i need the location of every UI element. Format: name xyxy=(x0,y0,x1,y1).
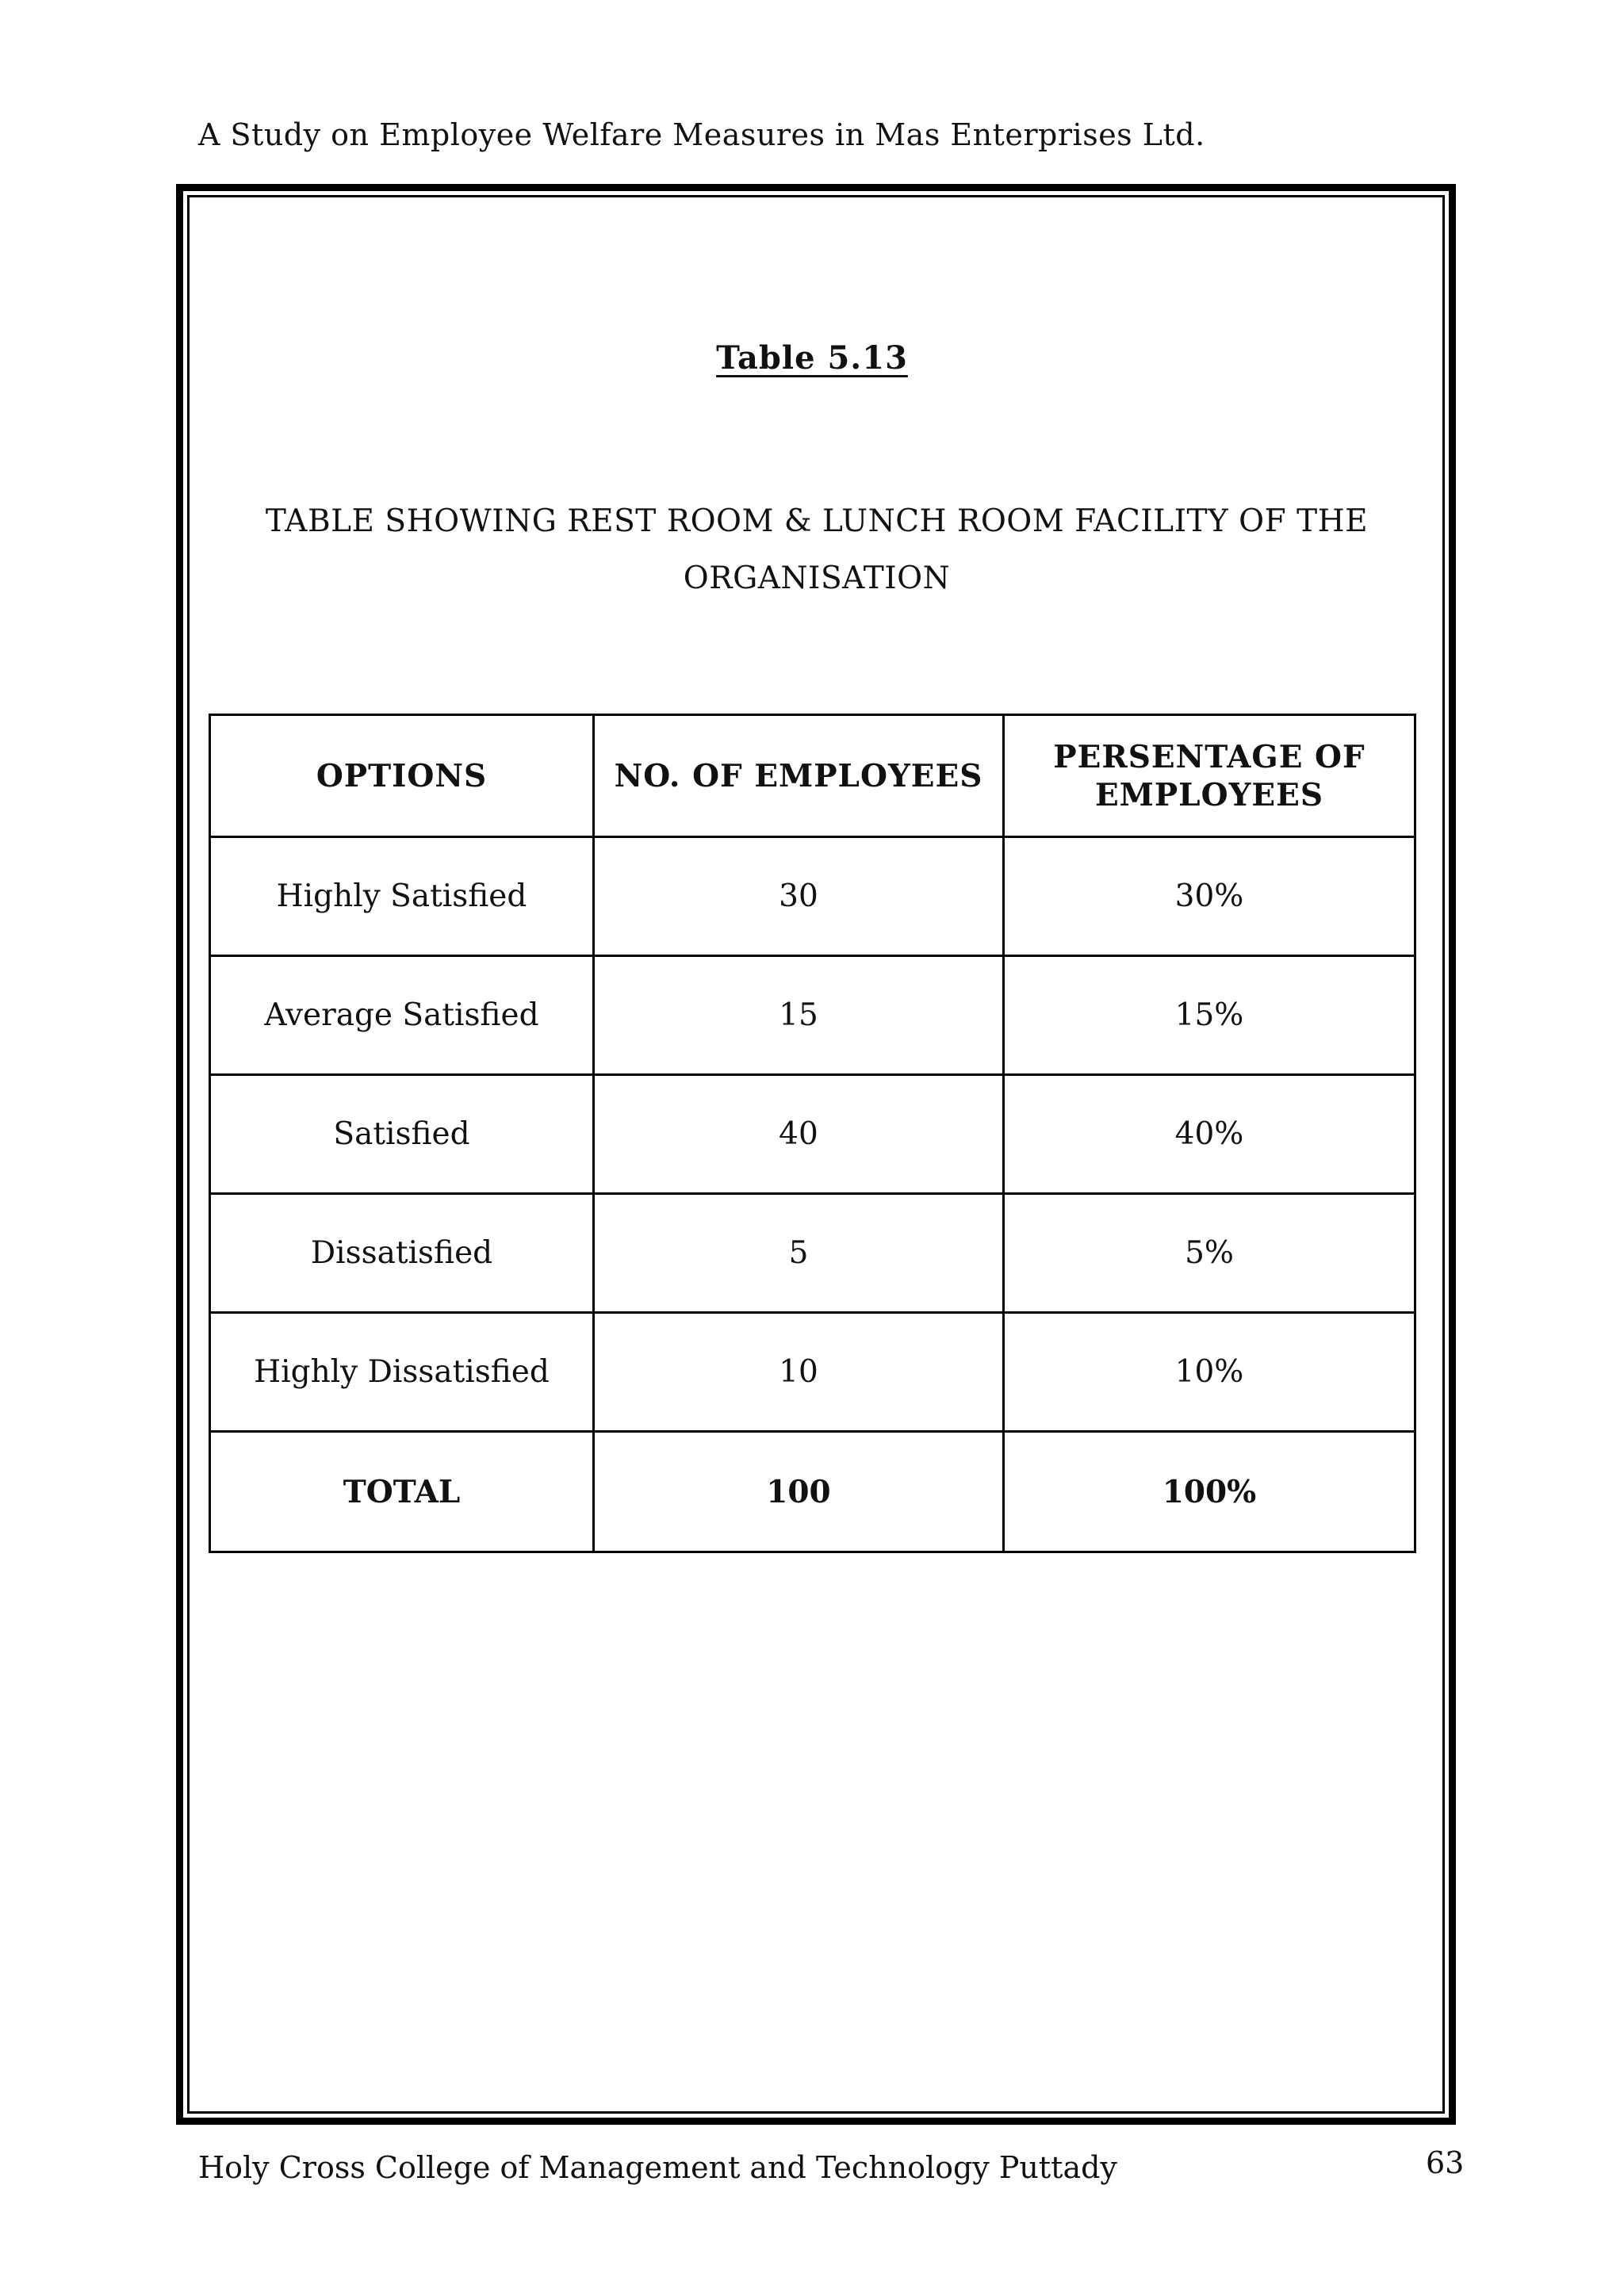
data-table xyxy=(209,714,1416,1553)
table-title: TABLE SHOWING REST ROOM & LUNCH ROOM FACILITY OF THE ORGANISATION xyxy=(265,503,1369,596)
count-cell: 5 xyxy=(594,1194,1004,1313)
percentage-cell: 40% xyxy=(1004,1075,1415,1194)
count-cell: 40 xyxy=(594,1075,1004,1194)
total-label-cell: TOTAL xyxy=(210,1432,594,1552)
option-cell: Highly Satisfied xyxy=(210,837,594,956)
running-footer: Holy Cross College of Management and Technology Puttady xyxy=(198,2150,1117,2185)
percentage-cell: 15% xyxy=(1004,956,1415,1075)
count-cell: 15 xyxy=(594,956,1004,1075)
option-cell: Average Satisfied xyxy=(210,956,594,1075)
table-caption xyxy=(0,339,1624,377)
total-row xyxy=(210,1432,1415,1552)
table-row xyxy=(210,1194,1415,1313)
option-cell: Dissatisfied xyxy=(210,1194,594,1313)
running-header: A Study on Employee Welfare Measures in Mas Enterprises Ltd. xyxy=(198,117,1205,152)
table-header-row xyxy=(210,715,1415,837)
percentage-cell: 10% xyxy=(1004,1313,1415,1432)
count-cell: 30 xyxy=(594,837,1004,956)
table-number: Table 5.13 xyxy=(716,339,908,377)
percentage-cell: 5% xyxy=(1004,1194,1415,1313)
option-cell: Satisfied xyxy=(210,1075,594,1194)
table-row xyxy=(210,1075,1415,1194)
page-number: 63 xyxy=(1426,2145,1465,2180)
column-header-options: OPTIONS xyxy=(210,715,594,837)
table-row xyxy=(210,1313,1415,1432)
column-header-employee-percentage: PERSENTAGE OF EMPLOYEES xyxy=(1004,715,1415,837)
column-header-employee-count: NO. OF EMPLOYEES xyxy=(594,715,1004,837)
total-percentage-cell: 100% xyxy=(1004,1432,1415,1552)
percentage-cell: 30% xyxy=(1004,837,1415,956)
table-row xyxy=(210,837,1415,956)
total-count-cell: 100 xyxy=(594,1432,1004,1552)
count-cell: 10 xyxy=(594,1313,1004,1432)
table-row xyxy=(210,956,1415,1075)
option-cell: Highly Dissatisfied xyxy=(210,1313,594,1432)
